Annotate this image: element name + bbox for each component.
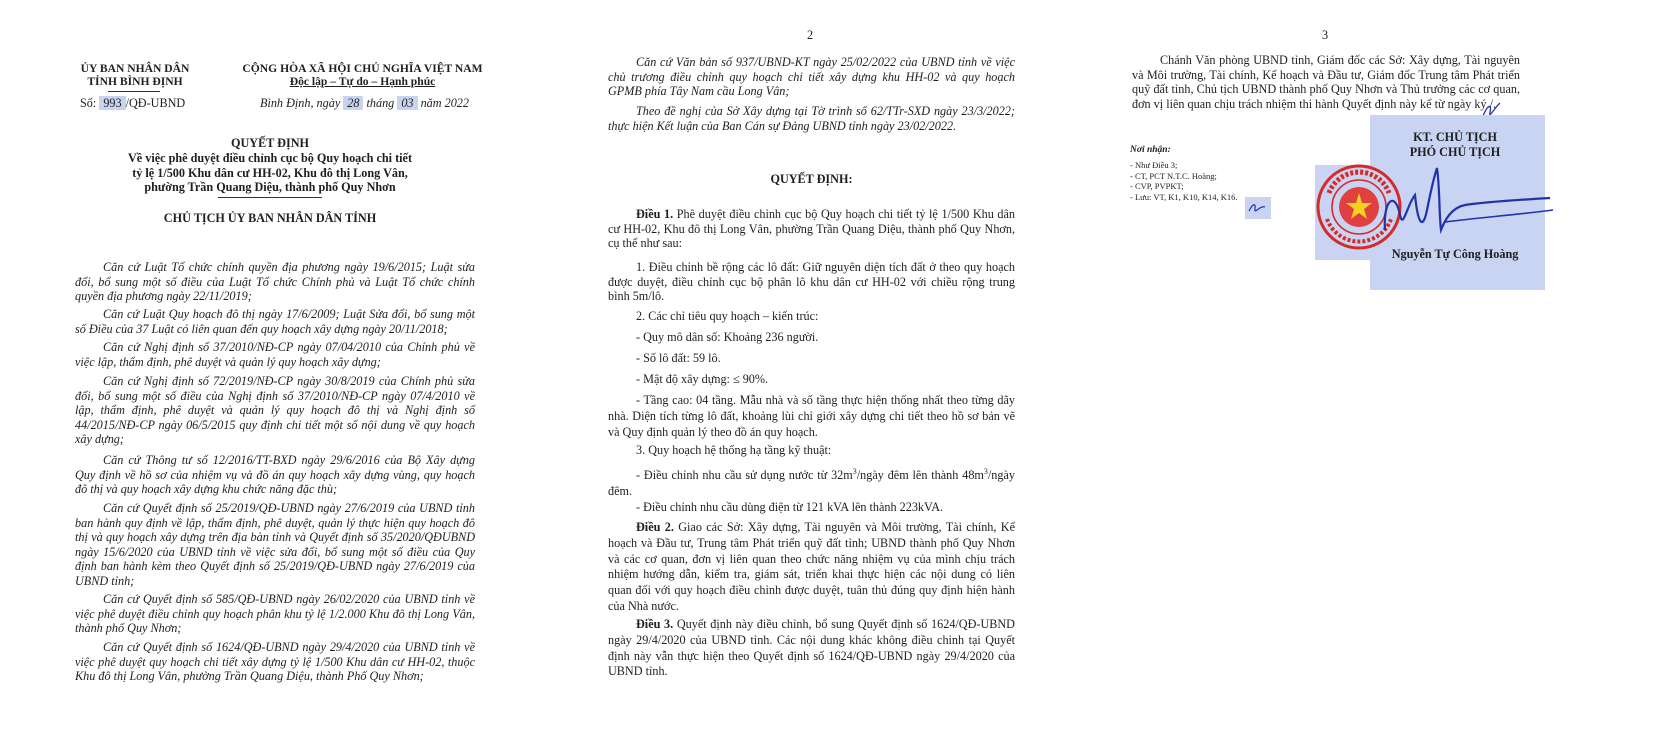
preamble-item: Theo đề nghị của Sở Xây dựng tại Tờ trình số 62/TTr-SXD ngày 23/3/2022; thực hiện Kết luận của Ban Cán sự Đảng UBND tỉnh ngày 23/02/2022. [608,104,1015,133]
preamble-item: Căn cứ Nghị định số 72/2019/NĐ-CP ngày 30/8/2019 của Chính phủ sửa đổi, bổ sung một số điều của Nghị định số 37/2010/NĐ-CP ngày 07/4/2010 về lập, thẩm định, phê duyệt và quản lý quy hoạch đô thị và Nghị định số 44/2015/NĐ-CP ngày 06/5/2015 quy định chi tiết một số nội dung về quy hoạch xây dựng; [75,374,475,447]
page-2 [580,0,1120,750]
recipient-item: - Lưu: VT, K1, K10, K14, K16. [1130,191,1238,202]
article-1-item-2d: - Tầng cao: 04 tầng. Mẫu nhà và số tầng thực hiện thống nhất theo từng dãy nhà. Diện tích từng lô đất, khoảng lùi chỉ giới xây dựng chi tiết theo hồ sơ bản vẽ và Quy định quản lý theo đồ án quy hoạch. [608,393,1015,439]
article-1-item-3: 3. Quy hoạch hệ thống hạ tầng kỹ thuật: [636,443,832,457]
recipients-heading: Nơi nhận: [1130,145,1171,155]
national-header: CỘNG HÒA XÃ HỘI CHỦ NGHĨA VIỆT NAM Độc lập – Tự do – Hạnh phúc [242,62,483,88]
decision-subject: Về việc phê duyệt điều chỉnh cục bộ Quy hoạch chi tiết tỷ lệ 1/500 Khu dân cư HH-02, Khu đô thị Long Vân, phường Trần Quang Diệu, thành phố Quy Nhơn [127,151,413,195]
recipients-list [1130,160,1300,202]
subject-underline [218,197,322,198]
signer-name: Nguyễn Tự Công Hoàng [1391,247,1519,261]
article-1-item-3a: - Điều chỉnh nhu cầu sử dụng nước từ $32m^3$/ngày đêm lên thành $48m^3$/ngày đêm. [608,467,1015,499]
recipient-item: - CT, PCT N.T.C. Hoàng; [1130,170,1217,181]
preamble-item: Căn cứ Quyết định số 1624/QĐ-UBND ngày 29/4/2020 của UBND tỉnh về việc phê duyệt quy hoạch chi tiết xây dựng tỷ lệ 1/500 Khu dân cư HH-02, thuộc Khu đô thị Long Vân, phường Trần Quang Diệu, thành Phố Quy Nhơn; [75,640,475,684]
article-1: Điều 1. Phê duyệt điều chỉnh cục bộ Quy hoạch chi tiết tỷ lệ 1/500 Khu dân cư HH-02, Khu đô thị Long Vân, phường Trần Quang Diệu, thành phố Quy Nhơn, cụ thể như sau: [608,207,1016,251]
page-number: 3 [1321,28,1329,42]
preamble-item: Căn cứ Văn bản số 937/UBND-KT ngày 25/02/2022 của UBND tỉnh về việc chủ trương điều chỉnh quy hoạch chi tiết xây dựng khu HH-02 và quy hoạch GPMB phía Tây Nam cầu Long Vân; [608,55,1015,99]
decision-heading: QUYẾT ĐỊNH: [770,172,853,186]
document-number: Số: 993 /QĐ-UBND [80,96,186,110]
article-2: Điều 2. Giao các Sở: Xây dựng, Tài nguyên và Môi trường, Tài chính, Kế hoạch và Đầu tư, Trung tâm Phát triển quỹ đất tỉnh; UBND thành phố Quy Nhơn và các cơ quan, đơn vị liên quan theo chức năng nhiệm vụ của mình chịu trách nhiệm hướng dẫn, kiểm tra, giám sát, triển khai thực hiện các nội dung có liên quan đối với quy hoạch điều chỉnh được duyệt, tuân thủ đúng quy định hiện hành của Nhà nước. [608,520,1016,613]
article-1-item-2a: - Quy mô dân số: Khoảng 236 người. [636,330,819,344]
preamble-item: Căn cứ Luật Tổ chức chính quyền địa phương ngày 19/6/2015; Luật sửa đổi, bổ sung một số điều của Luật Tổ chức Chính phủ và Luật Tổ chức chính quyền địa phương ngày 22/11/2019; [75,260,475,304]
article-3: Điều 3. Quyết định này điều chỉnh, bổ sung Quyết định số 1624/QĐ-UBND ngày 29/4/2020 của UBND tỉnh. Các nội dung khác không điều chỉnh tại Quyết định này vẫn thực hiện theo Quyết định số 1624/QĐ-UBND ngày 29/4/2020 của UBND tỉnh. [608,617,1015,679]
page-3 [1130,0,1653,750]
closing-paragraph: Chánh Văn phòng UBND tỉnh, Giám đốc các Sở: Xây dựng, Tài nguyên và Môi trường, Tài chính, Kế hoạch và Đầu tư, Giám đốc Trung tâm Phát triển quỹ đất tỉnh, Chủ tịch UBND thành phố Quy Nhơn và Thủ trưởng các cơ quan, đơn vị liên quan chịu trách nhiệm thi hành Quyết định này kể từ ngày ký./. [1132,53,1520,111]
page-1 [0,0,545,750]
preamble-item: Căn cứ Thông tư số 12/2016/TT-BXD ngày 29/6/2016 của Bộ Xây dựng Quy định về hồ sơ của nhiệm vụ và đồ án quy hoạch xây dựng vùng, quy hoạch đô thị và quy hoạch xây dựng khu chức năng đặc thù; [75,453,475,497]
preamble-item: Căn cứ Nghị định số 37/2010/NĐ-CP ngày 07/04/2010 của Chính phủ về việc lập, thẩm định, phê duyệt và quản lý quy hoạch xây dựng; [75,340,475,369]
document-date: Bình Định, ngày 28 tháng 03 năm 2022 [260,96,469,110]
authority-line: CHỦ TỊCH ỦY BAN NHÂN DÂN TỈNH [163,211,377,225]
org-underline [108,91,160,92]
initials-icon [1247,199,1269,217]
preamble-item: Căn cứ Quyết định số 25/2019/QĐ-UBND ngày 27/6/2019 của UBND tỉnh ban hành quy định về lập, thẩm định, phê duyệt, quản lý thực hiện quy hoạch đô thị và quy hoạch xây dựng trên địa bàn tỉnh và Quyết định số 35/2020/QĐUBND ngày 15/6/2020 của UBND tỉnh về việc sửa đổi, bổ sung một số điều của Quy định ban hành kèm theo Quyết định số 25/2019/QĐ-UBND ngày 27/6/2019 của UBND tỉnh; [75,501,475,588]
article-1-item-2b: - Số lô đất: 59 lô. [636,351,721,365]
article-1-item-2: 2. Các chỉ tiêu quy hoạch – kiến trúc: [636,309,819,323]
article-1-item-2c: - Mật độ xây dựng: ≤ 90%. [636,372,769,386]
recipient-item: - CVP, PVPKT; [1130,181,1184,191]
signature-icon [1355,160,1555,250]
org-name: ỦY BAN NHÂN DÂN TỈNH BÌNH ĐỊNH [80,62,190,88]
decision-title: QUYẾT ĐỊNH [231,136,309,150]
preamble-item: Căn cứ Quyết định số 585/QĐ-UBND ngày 26/02/2020 của UBND tỉnh về việc phê duyệt điều chỉnh quy hoạch phân khu tỷ lệ 1/2.000 Khu đô thị Long Vân, thành phố Quy Nhơn; [75,592,475,636]
article-1-item-3b: - Điều chỉnh nhu cầu dùng điện từ 121 kVA lên thành 223kVA. [636,500,944,514]
article-1-item-1: 1. Điều chỉnh bề rộng các lô đất: Giữ nguyên diện tích đất ở theo quy hoạch được duyệt, điều chỉnh cục bộ phân lô khu dân cư HH-02 với chiều rộng trung bình 5m/lô. [608,260,1015,304]
preamble-item: Căn cứ Luật Quy hoạch đô thị ngày 17/6/2009; Luật Sửa đổi, bổ sung một số Điều của 37 Luật có liên quan đến quy hoạch xây dựng ngày 20/11/2018; [75,307,475,336]
recipient-item: - Như Điều 3; [1130,160,1178,170]
recipients-block [1130,145,1300,202]
signer-title: KT. CHỦ TỊCH PHÓ CHỦ TỊCH [1409,130,1501,159]
page-number: 2 [806,28,814,42]
